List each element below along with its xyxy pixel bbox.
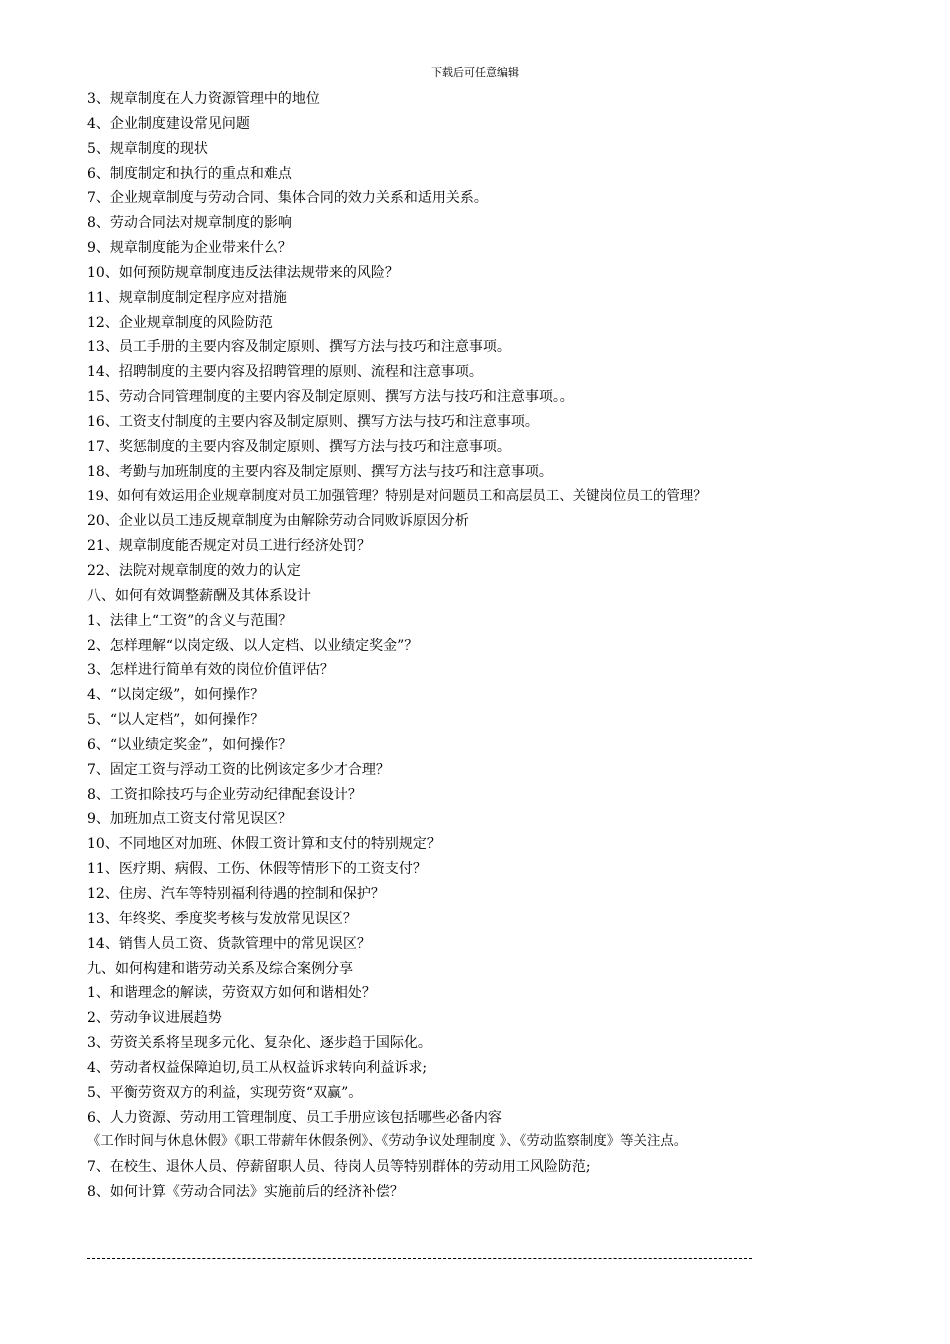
- list-item: 11、规章制度制定程序应对措施: [87, 289, 287, 306]
- list-item: 2、劳动争议进展趋势: [87, 1010, 222, 1027]
- footer-divider: [87, 1258, 752, 1259]
- list-item: 21、规章制度能否规定对员工进行经济处罚？: [87, 538, 371, 555]
- list-item: 1、法律上“工资”的含义与范围？: [87, 612, 293, 629]
- list-item: 17、奖惩制度的主要内容及制定原则、撰写方法与技巧和注意事项。: [87, 438, 511, 455]
- list-item: 11、医疗期、病假、工伤、休假等情形下的工资支付？: [87, 861, 427, 878]
- list-item: 13、员工手册的主要内容及制定原则、撰写方法与技巧和注意事项。: [87, 339, 511, 356]
- list-item: 13、年终奖、季度奖考核与发放常见误区？: [87, 910, 357, 927]
- list-item: 7、固定工资与浮动工资的比例该定多少才合理？: [87, 761, 390, 778]
- list-item: 10、不同地区对加班、休假工资计算和支付的特别规定？: [87, 836, 441, 853]
- list-item: 3、劳资关系将呈现多元化、复杂化、逐步趋于国际化。: [87, 1035, 432, 1052]
- list-item: 6、人力资源、劳动用工管理制度、员工手册应该包括哪些必备内容: [87, 1109, 502, 1126]
- list-item: 7、在校生、退休人员、停薪留职人员、待岗人员等特别群体的劳动用工风险防范;: [87, 1159, 591, 1176]
- list-item: 4、“以岗定级”，如何操作？: [87, 687, 265, 704]
- list-item: 18、考勤与加班制度的主要内容及制定原则、撰写方法与技巧和注意事项。: [87, 463, 553, 480]
- section-heading: 八、如何有效调整薪酬及其体系设计: [87, 587, 311, 604]
- list-item: 6、“以业绩定奖金”，如何操作？: [87, 736, 293, 753]
- list-item: 19、如何有效运用企业规章制度对员工加强管理？特别是对问题员工和高层员工、关键岗位员工的管理？: [87, 488, 707, 504]
- list-item: 4、企业制度建设常见问题: [87, 115, 250, 132]
- list-item: 22、法院对规章制度的效力的认定: [87, 563, 301, 580]
- list-item: 5、平衡劳资双方的利益，实现劳资“双赢”。: [87, 1084, 363, 1101]
- list-item: 3、怎样进行简单有效的岗位价值评估？: [87, 662, 334, 679]
- list-item: 8、如何计算《劳动合同法》实施前后的经济补偿？: [87, 1184, 404, 1201]
- section-heading: 九、如何构建和谐劳动关系及综合案例分享: [87, 960, 353, 977]
- list-item: 《工作时间与休息休假》《职工带薪年休假条例》、《劳动争议处理制度 》、《劳动监察制度》等关注点。: [87, 1134, 688, 1150]
- list-item: 4、劳动者权益保障迫切,员工从权益诉求转向利益诉求;: [87, 1059, 428, 1076]
- list-item: 20、企业以员工违反规章制度为由解除劳动合同败诉原因分析: [87, 513, 469, 530]
- list-item: 5、“以人定档”，如何操作？: [87, 712, 265, 729]
- list-item: 8、劳动合同法对规章制度的影响: [87, 215, 292, 232]
- list-item: 9、加班加点工资支付常见误区？: [87, 811, 292, 828]
- document-body: [87, 87, 917, 1205]
- list-item: 15、劳动合同管理制度的主要内容及制定原则、撰写方法与技巧和注意事项。。: [87, 389, 574, 406]
- list-item: 6、制度制定和执行的重点和难点: [87, 165, 292, 182]
- list-item: 14、招聘制度的主要内容及招聘管理的原则、流程和注意事项。: [87, 364, 483, 381]
- list-item: 10、如何预防规章制度违反法律法规带来的风险？: [87, 264, 399, 281]
- list-item: 12、企业规章制度的风险防范: [87, 314, 273, 331]
- list-item: 12、住房、汽车等特别福利待遇的控制和保护？: [87, 886, 385, 902]
- list-item: 5、规章制度的现状: [87, 140, 208, 157]
- list-item: 7、企业规章制度与劳动合同、集体合同的效力关系和适用关系。: [87, 190, 488, 207]
- list-item: 16、工资支付制度的主要内容及制定原则、撰写方法与技巧和注意事项。: [87, 413, 539, 430]
- list-item: 9、规章制度能为企业带来什么？: [87, 240, 292, 257]
- list-item: 3、规章制度在人力资源管理中的地位: [87, 91, 320, 107]
- list-item: 2、怎样理解“以岗定级、以人定档、以业绩定奖金”？: [87, 637, 419, 654]
- list-item: 8、工资扣除技巧与企业劳动纪律配套设计？: [87, 786, 362, 803]
- list-item: 14、销售人员工资、货款管理中的常见误区？: [87, 935, 371, 952]
- page-header-note: 下载后可任意编辑: [431, 66, 519, 79]
- list-item: 1、和谐理念的解读，劳资双方如何和谐相处？: [87, 985, 376, 1002]
